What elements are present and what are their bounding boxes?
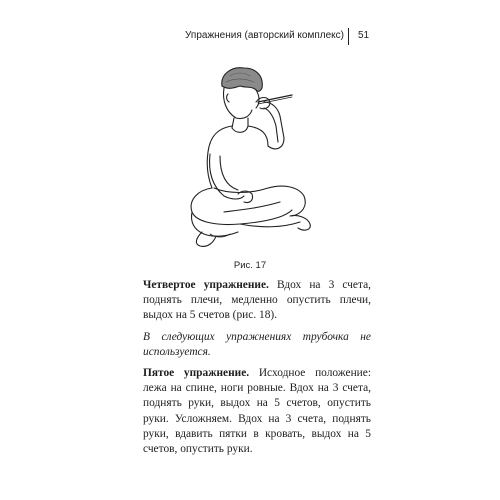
page-number: 51 (358, 30, 370, 41)
exercise-4-heading: Четвертое упражнение. (143, 279, 269, 291)
body-text (143, 278, 371, 463)
running-head-title: Упражнения (авторский комплекс) (185, 30, 344, 41)
figure-caption: Рис. 17 (233, 260, 267, 271)
illustration-seated-person-with-tube (180, 62, 330, 257)
running-head (0, 28, 500, 46)
tube-note: В следующих упражнениях трубочка не используется. (143, 330, 371, 358)
exercise-4-paragraph (143, 278, 371, 324)
running-head-divider (348, 28, 349, 45)
exercise-4-text: Вдох на 3 счета, поднять плечи, медленно опустить плечи, выдох на 5 счетов (рис. 18). (143, 279, 371, 322)
exercise-5-paragraph (143, 366, 371, 457)
exercise-5-text: Исходное положение: лежа на спине, ноги ровные. Вдох на 3 счета, поднять руки, выдох на 5 счетов, опустить руки. Усложняем. Вдох на 3 счета, поднять руки, вдавить пятки в кровать, выдох на 5 счетов, опустить руки. (143, 367, 371, 456)
exercise-5-heading: Пятое упражнение. (143, 367, 250, 380)
